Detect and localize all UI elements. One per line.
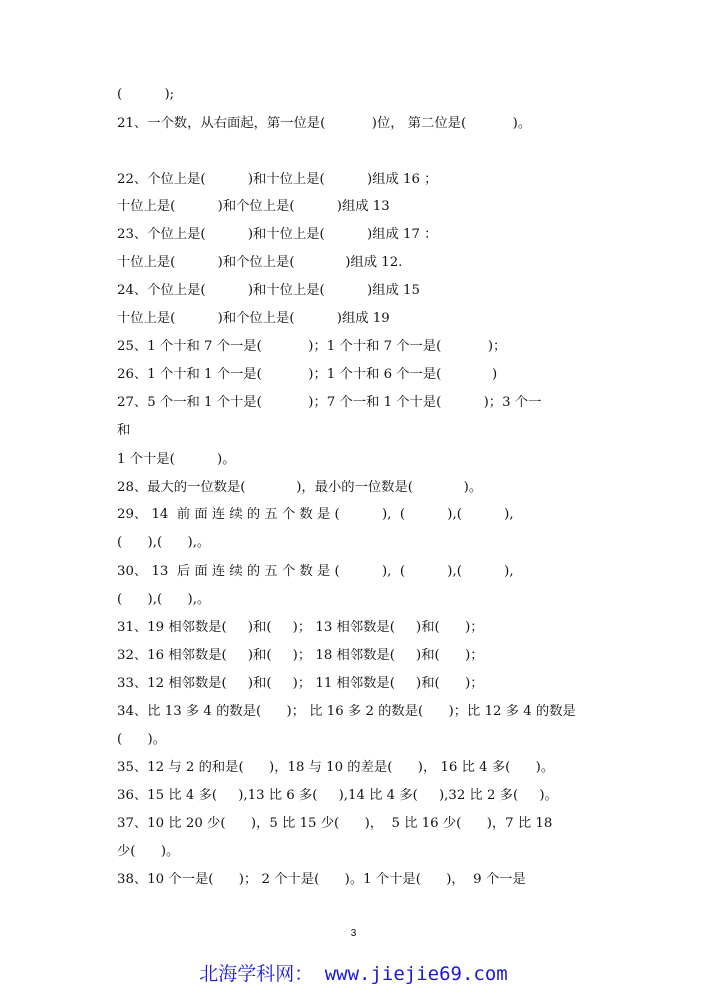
text-line: 和 — [117, 423, 131, 438]
text-line: ( ); — [117, 87, 175, 102]
text-line: 22、个位上是( )和十位上是( )组成 16 ； — [117, 172, 438, 187]
text-line: 少( )。 — [117, 844, 180, 859]
text-line: 1 个十是( )。 — [117, 452, 236, 467]
text-line: 35、12 与 2 的和是( )，18 与 10 的差是( )， 16 比 4 多( )。 — [117, 760, 555, 775]
footer-watermark: 北海学科网： www.jiejie69.com — [199, 963, 508, 985]
text-line: ( ),( ),。 — [117, 535, 211, 550]
text-line: ( )。 — [117, 732, 167, 747]
text-line: 十位上是( )和个位上是( )组成 12. — [117, 255, 403, 270]
text-line: 十位上是( )和个位上是( )组成 19 — [117, 311, 390, 326]
text-line: 26、1 个十和 1 个一是( )；1 个十和 6 个一是( ) — [117, 367, 498, 382]
text-line: 30、 13 后 面 连 续 的 五 个 数 是 ( ), ( ),( ), — [117, 564, 514, 579]
text-line: 27、5 个一和 1 个十是( )；7 个一和 1 个十是( )；3 个一 — [117, 395, 542, 410]
text-line: ( ),( ),。 — [117, 592, 211, 607]
text-line: 十位上是( )和个位上是( )组成 13 — [117, 199, 390, 214]
text-line: 23、个位上是( )和十位上是( )组成 17 ： — [117, 227, 438, 242]
text-line: 28、最大的一位数是( )，最小的一位数是( )。 — [117, 480, 483, 495]
text-line: 34、比 13 多 4 的数是( )； 比 16 多 2 的数是( )；比 12 多 4 的数是 — [117, 704, 576, 719]
text-line: 29、 14 前 面 连 续 的 五 个 数 是 ( ), ( ),( ), — [117, 507, 514, 522]
text-line: 21、一个数，从右面起，第一位是( )位， 第二位是( )。 — [117, 116, 532, 131]
text-line: 32、16 相邻数是( )和( )； 18 相邻数是( )和( )； — [117, 648, 484, 663]
text-line: 31、19 相邻数是( )和( )； 13 相邻数是( )和( )； — [117, 620, 484, 635]
page-number: 3 — [350, 928, 357, 939]
text-line: 25、1 个十和 7 个一是( )；1 个十和 7 个一是( )； — [117, 339, 507, 354]
text-line: 36、15 比 4 多( ),13 比 6 多( ),14 比 4 多( ),32 比 2 多( )。 — [117, 788, 558, 803]
text-line: 24、个位上是( )和十位上是( )组成 15 — [117, 283, 420, 298]
text-line: 33、12 相邻数是( )和( )； 11 相邻数是( )和( )； — [117, 676, 484, 691]
text-line: 38、10 个一是( )； 2 个十是( )。1 个十是( )， 9 个一是 — [117, 872, 526, 887]
text-line: 37、10 比 20 少( )，5 比 15 少( )， 5 比 16 少( )，7 比 18 — [117, 816, 553, 831]
